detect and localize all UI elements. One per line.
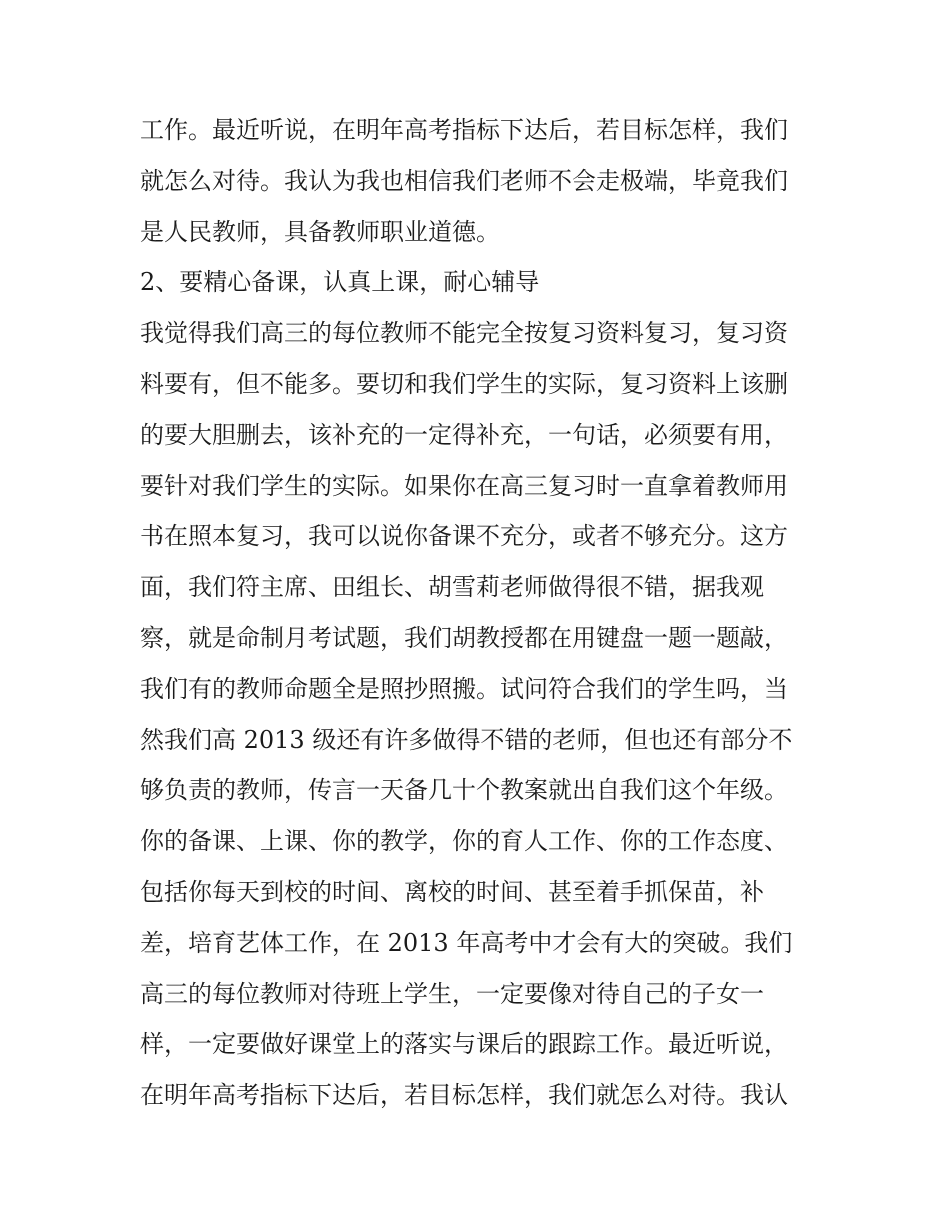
text-line-11: 察，就是命制月考试题，我们胡教授都在用键盘一题一题敲， (140, 623, 788, 652)
text-line-1: 工作。最近听说，在明年高考指标下达后，若目标怎样，我们 (140, 116, 788, 144)
text-line-18: 高三的每位教师对待班上学生，一定要像对待自己的子女一 (140, 979, 764, 1008)
text-line-20: 在明年高考指标下达后，若目标怎样，我们就怎么对待。我认 (140, 1081, 788, 1110)
section-heading: 2、要精心备课，认真上课，耐心辅导 (140, 268, 540, 297)
text-line-7: 的要大胆删去，该补充的一定得补充，一句话，必须要有用， (140, 420, 788, 449)
body-text (140, 105, 820, 1121)
text-line-15: 你的备课、上课、你的教学，你的育人工作、你的工作态度、 (140, 827, 788, 856)
text-line-14: 够负责的教师，传言一天备几十个教案就出自我们这个年级。 (140, 776, 788, 805)
text-line-6: 料要有，但不能多。要切和我们学生的实际，复习资料上该删 (140, 369, 788, 398)
text-line-17: 差，培育艺体工作，在 2013 年高考中才会有大的突破。我们 (140, 928, 793, 957)
text-line-13: 然我们高 2013 级还有许多做得不错的老师，但也还有部分不 (140, 725, 793, 754)
text-line-8: 要针对我们学生的实际。如果你在高三复习时一直拿着教师用 (140, 471, 788, 500)
text-line-10: 面，我们符主席、田组长、胡雪莉老师做得很不错，据我观 (140, 573, 764, 602)
text-line-5: 我觉得我们高三的每位教师不能完全按复习资料复习，复习资 (140, 319, 788, 348)
text-line-3: 是人民教师，具备教师职业道德。 (140, 217, 500, 246)
text-line-12: 我们有的教师命题全是照抄照搬。试问符合我们的学生吗，当 (140, 674, 788, 703)
text-line-16: 包括你每天到校的时间、离校的时间、甚至着手抓保苗，补 (140, 877, 764, 906)
text-line-19: 样，一定要做好课堂上的落实与课后的跟踪工作。最近听说， (140, 1030, 788, 1059)
text-line-2: 就怎么对待。我认为我也相信我们老师不会走极端，毕竟我们 (140, 166, 788, 195)
text-line-9: 书在照本复习，我可以说你备课不充分，或者不够充分。这方 (140, 522, 788, 551)
